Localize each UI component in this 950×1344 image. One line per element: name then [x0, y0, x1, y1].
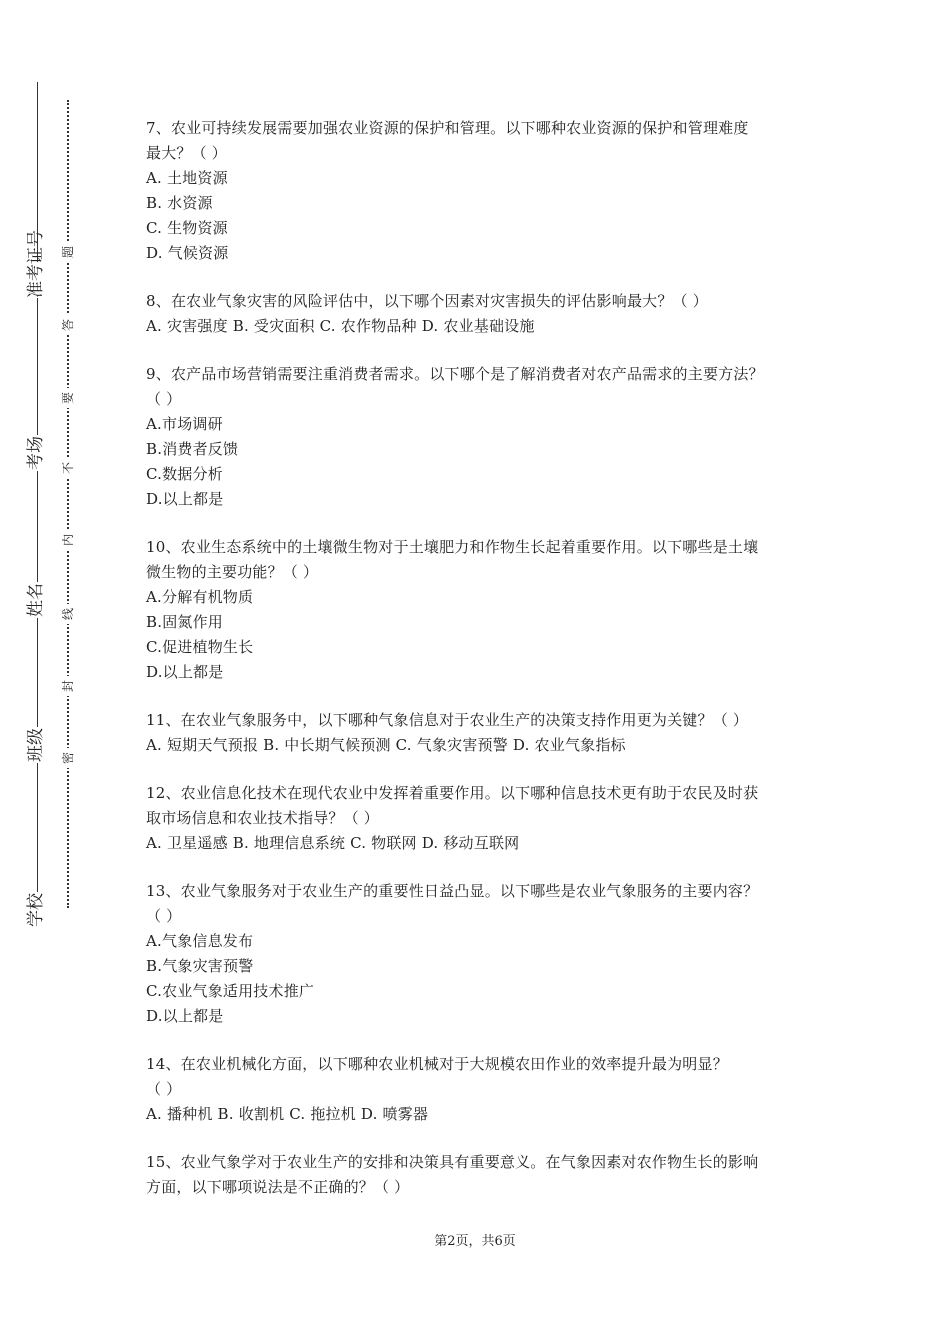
option-a: A.市场调研	[146, 415, 223, 433]
question-stem-cont: 取市场信息和农业技术指导？（ ）	[146, 809, 379, 827]
question-8	[146, 289, 826, 339]
question-stem: 8、在农业气象灾害的风险评估中，以下哪个因素对灾害损失的评估影响最大？（ ）	[146, 292, 708, 310]
question-15	[146, 1150, 826, 1200]
question-7	[146, 116, 826, 266]
question-list	[146, 116, 826, 1223]
ticket-label: 准考证号	[26, 230, 46, 298]
question-stem-cont: （ ）	[146, 1080, 182, 1098]
question-stem: 11、在农业气象服务中，以下哪种气象信息对于农业生产的决策支持作用更为关键？（ ）	[146, 711, 749, 729]
page-footer: 第2页，共6页	[434, 1234, 516, 1249]
question-13	[146, 879, 826, 1029]
option-c: C.促进植物生长	[146, 638, 254, 656]
option-c: C.农业气象适用技术推广	[146, 982, 315, 1000]
question-stem-cont: （ ）	[146, 390, 182, 408]
question-9	[146, 362, 826, 512]
question-stem-cont: 最大？（ ）	[146, 144, 227, 162]
options-inline: A. 短期天气预报 B. 中长期气候预测 C. 气象灾害预警 D. 农业气象指标	[146, 736, 626, 754]
question-stem: 12、农业信息化技术在现代农业中发挥着重要作用。以下哪种信息技术更有助于农民及时获	[146, 784, 759, 802]
exam-room-label: 考场	[26, 436, 46, 470]
option-b: B.消费者反馈	[146, 440, 239, 458]
option-d: D.以上都是	[146, 663, 224, 681]
option-c: C.数据分析	[146, 465, 223, 483]
option-a: A. 土地资源	[146, 169, 228, 187]
option-d: D.以上都是	[146, 1007, 224, 1025]
question-stem: 15、农业气象学对于农业生产的安排和决策具有重要意义。在气象因素对农作物生长的影响	[146, 1153, 759, 1171]
option-b: B.固氮作用	[146, 613, 223, 631]
option-a: A.分解有机物质	[146, 588, 254, 606]
question-stem: 10、农业生态系统中的土壤微生物对于土壤肥力和作物生长起着重要作用。以下哪些是土壤	[146, 538, 759, 556]
seal-char: 题	[58, 242, 78, 262]
name-label: 姓名	[26, 583, 46, 617]
seal-char: 封	[58, 676, 78, 696]
seal-char: 要	[58, 388, 78, 408]
question-11	[146, 708, 826, 758]
seal-char: 线	[58, 604, 78, 624]
question-stem: 9、农产品市场营销需要注重消费者需求。以下哪个是了解消费者对农产品需求的主要方法？	[146, 365, 764, 383]
question-14	[146, 1052, 826, 1127]
option-c: C. 生物资源	[146, 219, 228, 237]
option-d: D. 气候资源	[146, 244, 229, 262]
question-stem-cont: 微生物的主要功能？（ ）	[146, 563, 319, 581]
options-inline: A. 卫星遥感 B. 地理信息系统 C. 物联网 D. 移动互联网	[146, 834, 520, 852]
seal-dotted-line	[67, 100, 69, 908]
question-stem: 14、在农业机械化方面，以下哪种农业机械对于大规模农田作业的效率提升最为明显？	[146, 1055, 728, 1073]
binding-solid-line	[37, 82, 38, 926]
question-stem-cont: 方面，以下哪项说法是不正确的？（ ）	[146, 1178, 410, 1196]
option-b: B.气象灾害预警	[146, 957, 254, 975]
school-label: 学校	[26, 893, 46, 927]
class-label: 班级	[26, 728, 46, 762]
question-10	[146, 535, 826, 685]
question-12	[146, 781, 826, 856]
question-stem-cont: （ ）	[146, 907, 182, 925]
options-inline: A. 播种机 B. 收割机 C. 拖拉机 D. 喷雾器	[146, 1105, 429, 1123]
seal-char: 内	[58, 530, 78, 550]
question-stem: 13、农业气象服务对于农业生产的重要性日益凸显。以下哪些是农业气象服务的主要内容？	[146, 882, 759, 900]
option-b: B. 水资源	[146, 194, 213, 212]
seal-char: 答	[58, 315, 78, 335]
option-d: D.以上都是	[146, 490, 224, 508]
options-inline: A. 灾害强度 B. 受灾面积 C. 农作物品种 D. 农业基础设施	[146, 317, 535, 335]
seal-char: 密	[58, 748, 78, 768]
question-stem: 7、农业可持续发展需要加强农业资源的保护和管理。以下哪种农业资源的保护和管理难度	[146, 119, 749, 137]
seal-char: 不	[58, 458, 78, 478]
option-a: A.气象信息发布	[146, 932, 254, 950]
